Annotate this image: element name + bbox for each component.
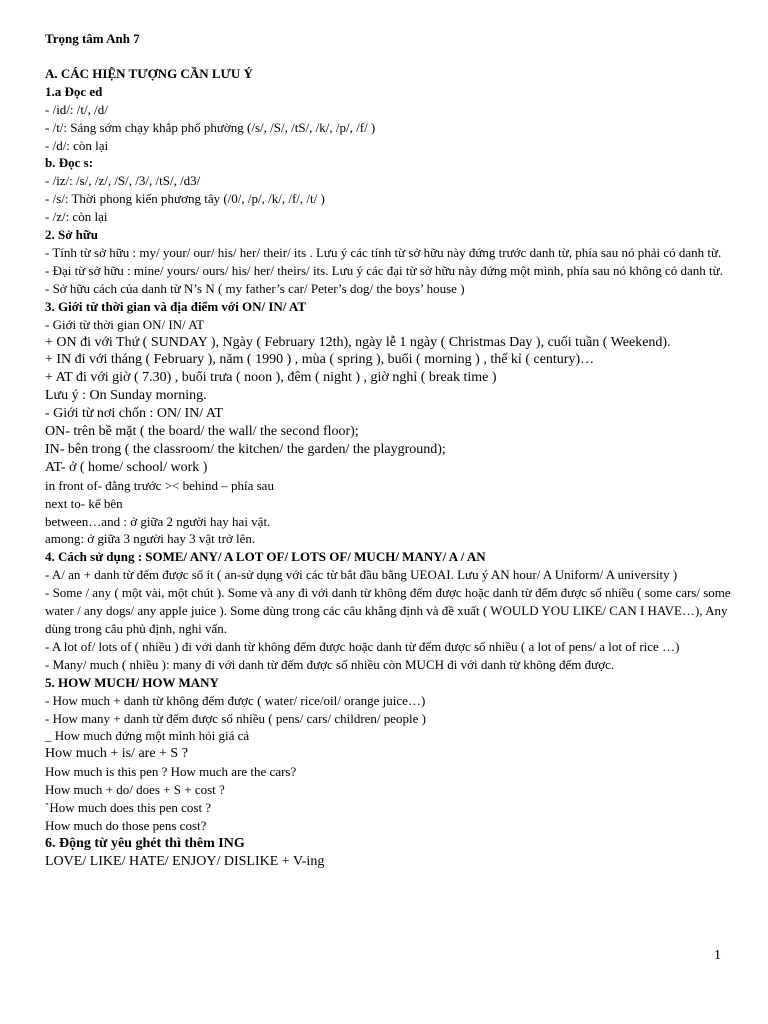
text-line: AT- ở ( home/ school/ work ) (45, 459, 208, 475)
text-line: How much do those pens cost? (45, 817, 207, 833)
text-line: How much is this pen ? How much are the cars? (45, 764, 297, 780)
text-line: in front of- đằng trước >< behind – phía sau (45, 477, 274, 493)
document-page (45, 30, 735, 871)
text-line: LOVE/ LIKE/ HATE/ ENJOY/ DISLIKE + V-ing (45, 853, 325, 869)
section-heading: 4. Cách sử dụng : SOME/ ANY/ A LOT OF/ LOTS OF/ MUCH/ MANY/ A / AN (45, 549, 486, 565)
text-line: - Many/ much ( nhiều ): many đi với danh từ đếm được số nhiều còn MUCH đi với danh từ không đếm được. (45, 656, 615, 672)
text-line: - Sở hữu cách của danh từ N’s N ( my father’s car/ Peter’s dog/ the boys’ house ) (45, 280, 465, 296)
text-line: - How many + danh từ đếm được số nhiều ( pens/ cars/ children/ people ) (45, 710, 427, 726)
section-heading: A. CÁC HIỆN TƯỢNG CẦN LƯU Ý (45, 65, 253, 81)
text-line: ON- trên bề mặt ( the board/ the wall/ the second floor); (45, 424, 359, 440)
text-line: - /id/: /t/, /d/ (45, 101, 108, 117)
text-line: - /t/: Sáng sớm chạy khắp phố phường (/s/, /S/, /tS/, /k/, /p/, /f/ ) (45, 119, 376, 135)
text-line: - Some / any ( một vài, một chút ). Some và any đi với danh từ không đếm được hoặc danh từ đếm được số nhiều ( some cars/ some water / any dogs/ any apple juice ). Some dùng trong các câu khẳng định và đề xuất ( WOULD YOU LIKE/ CAN I HAVE…), Any dùng trong câu phủ định, nghi vấn. (45, 585, 731, 636)
text-line: - /iz/: /s/, /z/, /S/, /3/, /tS/, /d3/ (45, 173, 201, 189)
section-heading: 5. HOW MUCH/ HOW MANY (45, 674, 219, 690)
text-line: `How much does this pen cost ? (45, 800, 212, 816)
section-heading: 3. Giới từ thời gian và địa điểm với ON/ IN/ AT (45, 298, 307, 314)
text-line: + ON đi với Thứ ( SUNDAY ), Ngày ( February 12th), ngày lễ 1 ngày ( Christmas Day ), cuối tuần ( Weekend). (45, 334, 671, 350)
text-line: - Giới từ thời gian ON/ IN/ AT (45, 316, 205, 332)
text-line: - A/ an + danh từ đếm được số ít ( an-sử dụng với các từ bắt đầu bằng UEOAI. Lưu ý AN hour/ A Uniform/ A university ) (45, 567, 678, 583)
text-line: Lưu ý : On Sunday morning. (45, 388, 207, 404)
section-heading: 2. Sở hữu (45, 227, 98, 243)
document-body (45, 65, 735, 871)
text-line: + IN đi với tháng ( February ), năm ( 1990 ) , mùa ( spring ), buổi ( morning ) , thế kỉ ( century)… (45, 352, 595, 368)
text-line: - A lot of/ lots of ( nhiều ) đi với danh từ không đếm được hoặc danh từ đếm được số nhiều ( a lot of pens/ a lot of rice …) (45, 638, 680, 654)
text-line: + AT đi với giờ ( 7.30) , buổi trưa ( noon ), đêm ( night ) , giờ nghỉ ( break time ) (45, 370, 497, 386)
section-heading: b. Đọc s: (45, 155, 94, 171)
page-number: 1 (714, 948, 721, 963)
section-heading: 1.a Đọc ed (45, 83, 103, 99)
text-line: How much + is/ are + S ? (45, 746, 188, 762)
text-line: - Giới từ nơi chốn : ON/ IN/ AT (45, 406, 223, 422)
text-line: - /d/: còn lại (45, 137, 109, 153)
text-line: How much + do/ does + S + cost ? (45, 782, 225, 798)
section-heading: 6. Động từ yêu ghét thì thêm ING (45, 835, 245, 851)
text-line: between…and : ở giữa 2 người hay hai vật. (45, 513, 271, 529)
text-line: - Tính từ sở hữu : my/ your/ our/ his/ her/ their/ its . Lưu ý các tính từ sở hữu này đứng trước danh từ, phía sau nó phải có danh từ. (45, 244, 722, 260)
text-line: IN- bên trong ( the classroom/ the kitchen/ the garden/ the playground); (45, 441, 446, 457)
text-line: _ How much đứng một mình hỏi giá cả (45, 728, 250, 744)
text-line: - How much + danh từ không đếm được ( water/ rice/oil/ orange juice…) (45, 692, 426, 708)
text-line: among: ở giữa 3 người hay 3 vật trở lên. (45, 531, 256, 547)
text-line: next to- kế bên (45, 495, 123, 511)
text-line: - Đại từ sở hữu : mine/ yours/ ours/ his/ her/ theirs/ its. Lưu ý các đại từ sở hữu này đứng một mình, phía sau nó không có danh từ. (45, 262, 723, 278)
text-line: - /s/: Thời phong kiến phương tây (/0/, /p/, /k/, /f/, /t/ ) (45, 191, 325, 207)
text-line: - /z/: còn lại (45, 209, 108, 225)
page-title: Trọng tâm Anh 7 (45, 31, 140, 46)
